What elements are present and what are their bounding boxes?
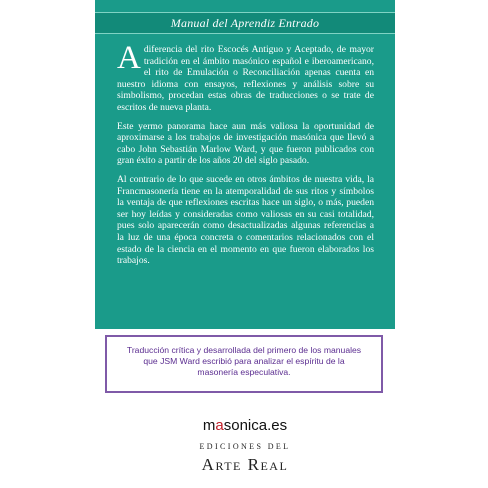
publisher-line: EDICIONES DEL bbox=[199, 442, 291, 451]
drop-cap: A bbox=[117, 40, 141, 76]
back-cover bbox=[95, 0, 395, 488]
site-accent-letter: a bbox=[215, 417, 224, 434]
publisher-name: Arte Real bbox=[201, 455, 289, 474]
publisher-area bbox=[95, 329, 395, 488]
paragraph-2: Este yermo panorama hace aun más valiosa la oportunidad de aproximarse a los trabajos de investigación masónica que llevó a cabo John Sebastián Marlow Ward, y que fueron publicados con gran éxito a partir de los años 20 del siglo pasado. bbox=[117, 120, 374, 167]
site-prefix: m bbox=[202, 417, 216, 434]
paragraph-3: Al contrario de lo que sucede en otros ámbitos de nuestra vida, la Francmasonería tiene en la atemporalidad de sus ritos y símbolos la ventaja de que reflexiones escritas hace un siglo, o más, pueden ser hoy leídas y consideradas como valiosas en su casi totalidad, pues solo aparecerán como desactualizadas algunas referencias a la luz de una época concreta o comentarios relacionados con el estado de la ciencia en el momento en que fueron elaborados los trabajos. bbox=[117, 173, 374, 267]
paragraph-1-text: diferencia del rito Escocés Antiguo y Aceptado, de mayor tradición en el ámbito masónico español e iberoamericano, el rito de Emulación o Reconciliación apenas cuenta en nuestro idioma con ensayos, reflexiones y análisis sobre su simbolismo, procedan estas obras de traducciones o se trate de escritos de nueva planta. bbox=[117, 44, 374, 113]
blurb-box bbox=[105, 335, 383, 393]
title-band bbox=[95, 12, 395, 34]
paragraph-1 bbox=[117, 40, 374, 114]
book-title: Manual del Aprendiz Entrado bbox=[170, 16, 320, 30]
site-rest: sonica.es bbox=[223, 417, 288, 434]
blurb-text: Traducción crítica y desarrollada del primero de los manuales que JSM Ward escribió para analizar el espíritu de la masonería especulativa. bbox=[126, 345, 362, 377]
synopsis-text bbox=[117, 40, 374, 274]
publisher-logo-site bbox=[95, 417, 395, 434]
